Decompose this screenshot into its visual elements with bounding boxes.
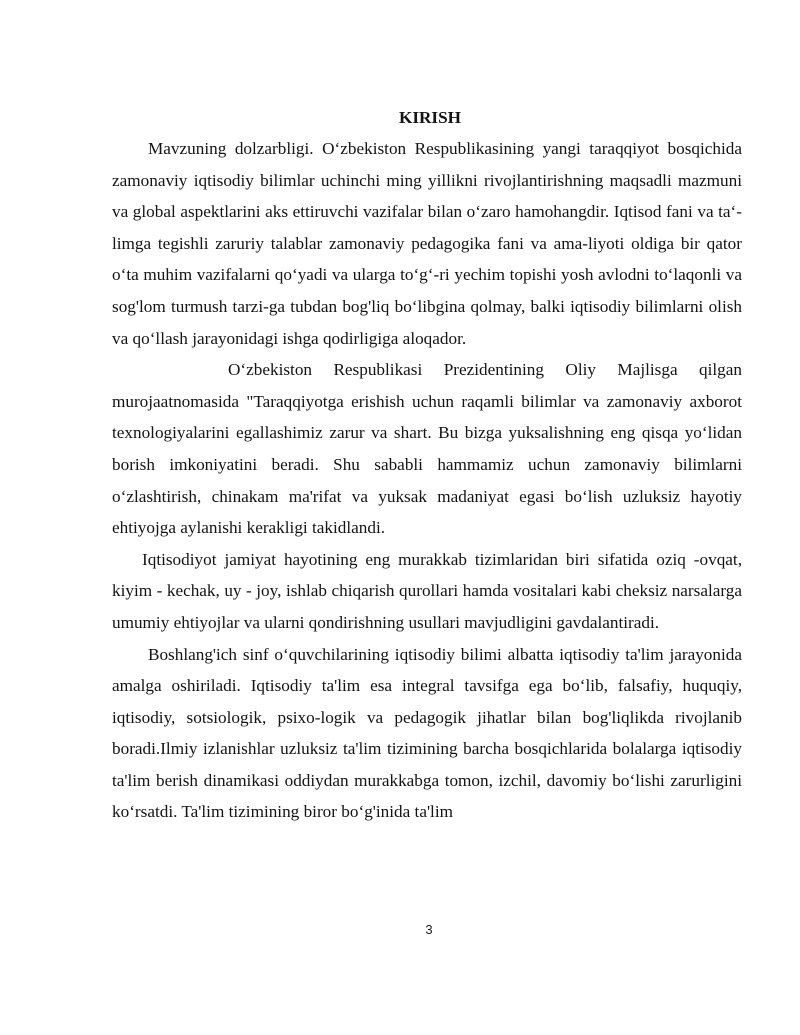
document-body xyxy=(112,102,742,828)
paragraph-primary-education: Boshlang'ich sinf o‘quvchilarining iqtisodiy bilimi albatta iqtisodiy ta'lim jarayonida amalga oshiriladi. Iqtisodiy ta'lim esa integral tavsifga ega bo‘lib, falsafiy, huquqiy, iqtisodiy, sotsiologik, psixo-logik va pedagogik jihatlar bilan bog'liqlikda rivojlanib boradi.Ilmiy izlanishlar uzluksiz ta'lim tizimining barcha bosqichlarida bolalarga iqtisodiy ta'lim berish dinamikasi oddiydan murakkabga tomon, izchil, davomiy bo‘lishi zarurligini ko‘rsatdi. Ta'lim tizimining biror bo‘g'inida ta'lim xyxy=(112,644,742,822)
page-number: 3 xyxy=(425,922,433,937)
paragraph-relevance: Mavzuning dolzarbligi. O‘zbekiston Respublikasining yangi taraqqiyot bosqichida zamonaviy iqtisodiy bilimlar uchinchi ming yillikni rivojlantirishning maqsadli mazmuni va global aspektlarini aks ettiruvchi vazifalar bilan o‘zaro hamohangdir. Iqtisod fani va ta‘-limga tegishli zaruriy talablar zamonaviy pedagogika fani va ama-liyoti oldiga bir qator o‘ta muhim vazifalarni qo‘yadi va ularga to‘g‘-ri yechim topishi yosh avlodni to‘laqonli va sog'lom turmush tarzi-ga tubdan bog'liq bo‘libgina qolmay, balki iqtisodiy bilimlarni olish va qo‘llash jarayonidagi ishga qodirligiga aloqador. xyxy=(112,139,742,348)
section-title: KIRISH xyxy=(398,108,462,127)
paragraph-economy-society: Iqtisodiyot jamiyat hayotining eng murakkab tizimlaridan biri sifatida oziq -ovqat, kiyim - kechak, uy - joy, ishlab chiqarish qurollari hamda vositalari kabi cheksiz narsalarga umumiy ehtiyojlar va ularni qondirishning usullari mavjudligini gavdalantiradi. xyxy=(112,549,742,632)
paragraph-president-address: O‘zbekiston Respublikasi Prezidentining Oliy Majlisga qilgan murojaatnomasida "Taraqqiyotga erishish uchun raqamli bilimlar va zamonaviy axborot texnologiyalarini egallashimiz zarur va shart. Bu bizga yuksalishning eng qisqa yo‘lidan borish imkoniyatini beradi. Shu sababli hammamiz uchun zamonaviy bilimlarni o‘zlashtirish, chinakam ma'rifat va yuksak madaniyat egasi bo‘lish uzluksiz hayotiy ehtiyojga aylanishi kerakligi takidlandi. xyxy=(112,360,742,538)
